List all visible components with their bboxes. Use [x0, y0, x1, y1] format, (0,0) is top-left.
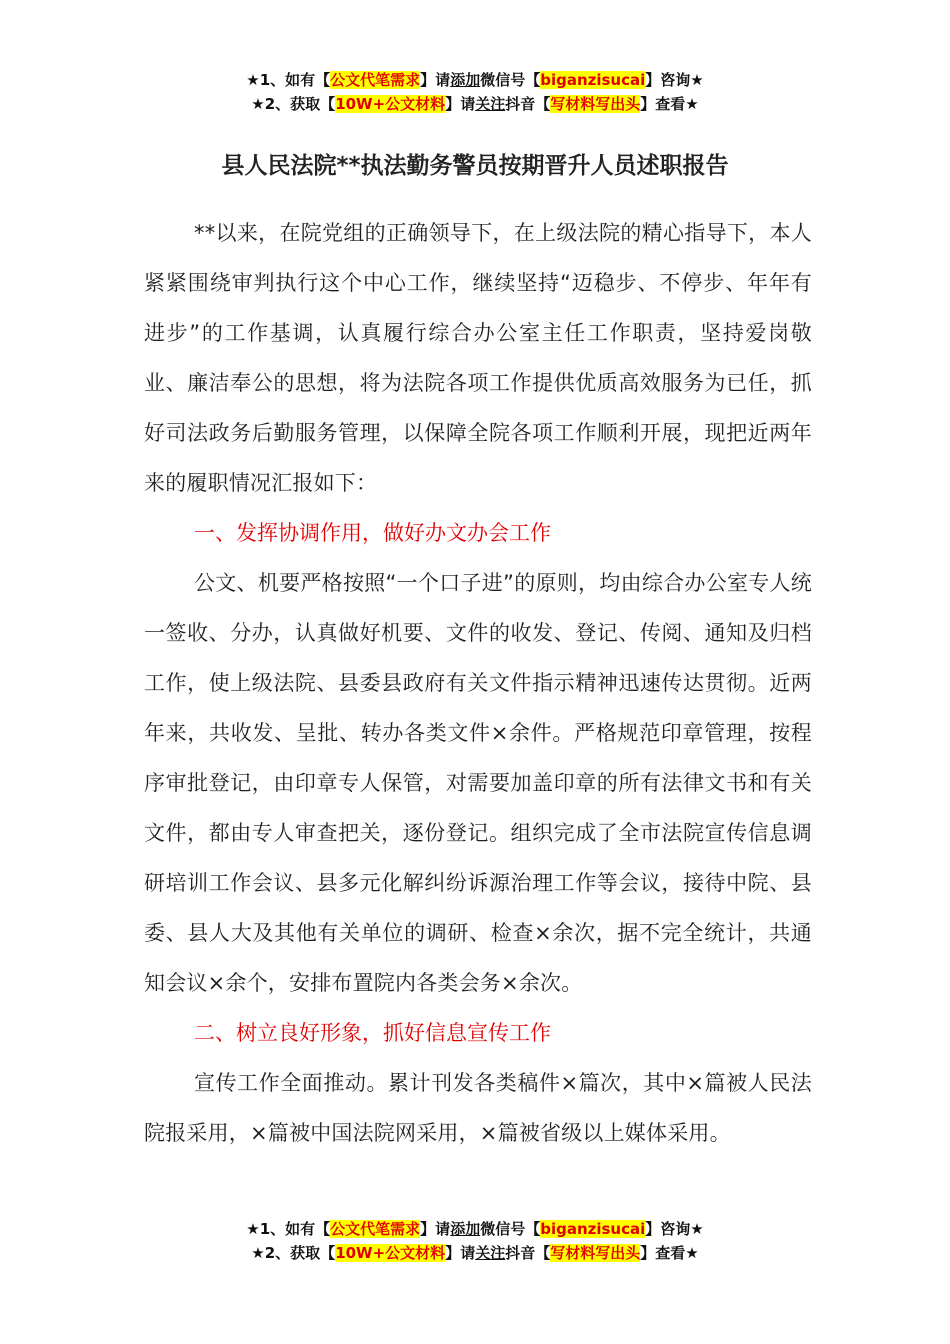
section-2-paragraph: 宣传工作全面推动。累计刊发各类稿件×篇次，其中×篇被人民法院报采用，×篇被中国法院网采用，×篇被省级以上媒体采用。	[144, 1071, 812, 1145]
footer-line2-prefix: ★2、获取【	[251, 1244, 336, 1262]
footer-line2-mid2: 抖音【	[505, 1244, 551, 1262]
banner-line2-prefix: ★2、获取【	[251, 95, 336, 113]
footer-line2-suffix: 】查看★	[640, 1244, 699, 1262]
footer-line2-underlined: 关注	[475, 1244, 506, 1262]
banner-line1-underlined: 添加	[450, 71, 481, 89]
intro-paragraph: **以来，在院党组的正确领导下，在上级法院的精心指导下，本人紧紧围绕审判执行这个中心工作，继续坚持“迈稳步、不停步、年年有进步”的工作基调，认真履行综合办公室主任工作职责，坚持爱岗敬业、廉洁奉公的思想，将为法院各项工作提供优质高效服务为已任，抓好司法政务后勤服务管理，以保障全院各项工作顺利开展，现把近两年来的履职情况汇报如下：	[144, 221, 812, 495]
section-1-heading: 一、发挥协调作用，做好办文办会工作	[194, 521, 551, 545]
banner-line2-mid1: 】请	[445, 95, 476, 113]
banner-line1-highlight-service: 公文代笔需求	[330, 71, 421, 89]
footer-line1-mid1: 】请	[420, 1220, 451, 1238]
footer-line1-highlight-service: 公文代笔需求	[330, 1220, 421, 1238]
banner-line1-suffix: 】咨询★	[645, 71, 704, 89]
banner-line2-highlight-materials: 10W+公文材料	[335, 95, 446, 113]
footer-line1-underlined: 添加	[450, 1220, 481, 1238]
footer-line-2	[0, 1241, 950, 1265]
footer-line2-highlight-douyin: 写材料写出头	[550, 1244, 641, 1262]
footer-line1-suffix: 】咨询★	[645, 1220, 704, 1238]
banner-line2-suffix: 】查看★	[640, 95, 699, 113]
banner-line1-mid1: 】请	[420, 71, 451, 89]
footer-line-1	[0, 1217, 950, 1241]
banner-line1-mid2: 微信号【	[480, 71, 541, 89]
footer-banner	[0, 1217, 950, 1265]
footer-line2-mid1: 】请	[445, 1244, 476, 1262]
document-body	[144, 208, 812, 1158]
footer-line2-highlight-materials: 10W+公文材料	[335, 1244, 446, 1262]
banner-line-1	[0, 68, 950, 92]
section-1-paragraph: 公文、机要严格按照“一个口子进”的原则，均由综合办公室专人统一签收、分办，认真做好机要、文件的收发、登记、传阅、通知及归档工作，使上级法院、县委县政府有关文件指示精神迅速传达贯彻。近两年来，共收发、呈批、转办各类文件×余件。严格规范印章管理，按程序审批登记，由印章专人保管，对需要加盖印章的所有法律文书和有关文件，都由专人审查把关，逐份登记。组织完成了全市法院宣传信息调研培训工作会议、县多元化解纠纷诉源治理工作等会议，接待中院、县委、县人大及其他有关单位的调研、检查×余次，据不完全统计，共通知会议×余个，安排布置院内各类会务×余次。	[144, 571, 812, 995]
banner-line2-highlight-douyin: 写材料写出头	[550, 95, 641, 113]
banner-line-2	[0, 92, 950, 116]
banner-line1-prefix: ★1、如有【	[246, 71, 331, 89]
banner-line2-mid2: 抖音【	[505, 95, 551, 113]
section-2-heading: 二、树立良好形象，抓好信息宣传工作	[194, 1021, 551, 1045]
footer-line1-mid2: 微信号【	[480, 1220, 541, 1238]
banner-line2-underlined: 关注	[475, 95, 506, 113]
banner-line1-highlight-wechat: biganzisucai	[540, 71, 646, 89]
footer-line1-highlight-wechat: biganzisucai	[540, 1220, 646, 1238]
footer-line1-prefix: ★1、如有【	[246, 1220, 331, 1238]
header-banner	[0, 68, 950, 116]
document-title: 县人民法院**执法勤务警员按期晋升人员述职报告	[221, 153, 729, 179]
